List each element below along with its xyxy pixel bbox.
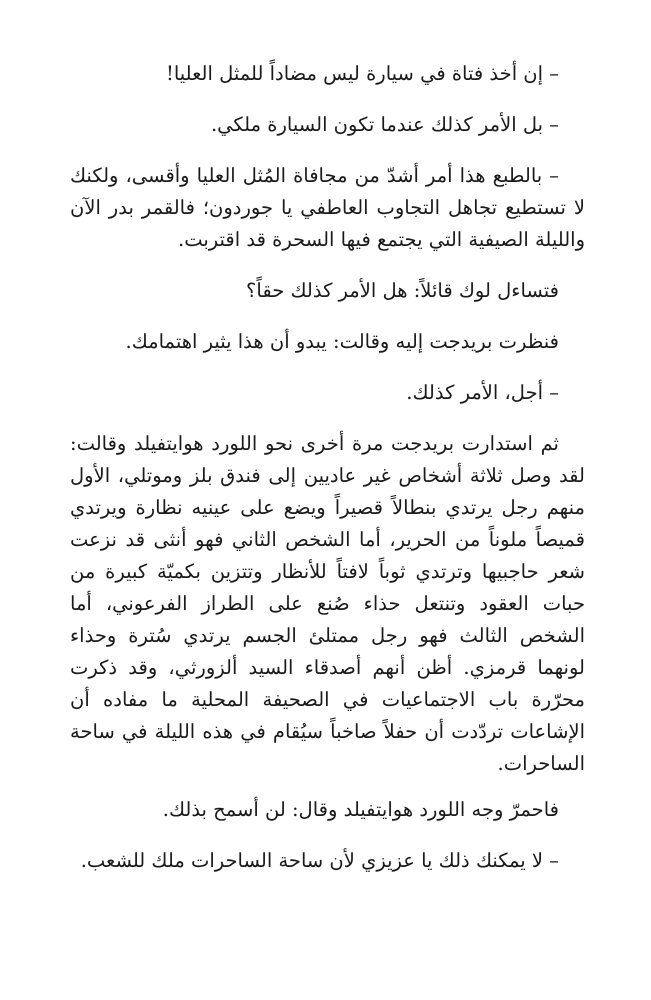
- narration-paragraph-7: ثم استدارت بريدجت مرة أخرى نحو اللورد هوايتفيلد وقالت: لقد وصل ثلاثة أشخاص غير عاديين إلى فندق بلز وموتلي، الأول منهم رجل يرتدي بنطالاً قصيراً ويضع على عينيه نظارة ويرتدي قميصاً ملوناً من الحرير، أما الشخص الثاني فهو أنثى قد نزعت شعر حاجبيها وترتدي ثوباً لافتاً للأنظار وتتزين بكميّة كبيرة من حبات العقود وتنتعل حذاء صُنع على الطراز الفرعوني، أما الشخص الثالث فهو رجل ممتلئ الجسم يرتدي سُترة وحذاء لونهما قرمزي. أظن أنهم أصدقاء السيد ألزورثي، وقد ذكرت محرّرة باب الاجتماعيات في الصحيفة المحلية ما مفاده أن الإشاعات تردّدت أن حفلاً صاخباً سيُقام في هذه الليلة في ساحة الساحرات.: [70, 432, 585, 775]
- narration-line-8: فاحمرّ وجه اللورد هوايتفيلد وقال: لن أسمح بذلك.: [162, 798, 559, 821]
- narration-line-4: فتساءل لوك قائلاً: هل الأمر كذلك حقاً؟: [246, 279, 559, 302]
- dialogue-line-3: – بالطبع هذا أمر أشدّ من مجافاة المُثل العليا وأقسى، ولكنك لا تستطيع تجاهل التجاوب العاطفي يا جوردون؛ فالقمر بدر الآن والليلة الصيفية التي يجتمع فيها السحرة قد اقتربت.: [70, 164, 585, 251]
- narration-line-5: فنظرت بريدجت إليه وقالت: يبدو أن هذا يثير اهتمامك.: [125, 330, 559, 353]
- dialogue-line-6: – أجل، الأمر كذلك.: [406, 381, 559, 404]
- dialogue-line-2: – بل الأمر كذلك عندما تكون السيارة ملكي.: [210, 113, 559, 136]
- dialogue-line-9: – لا يمكنك ذلك يا عزيزي لأن ساحة الساحرات ملك للشعب.: [80, 849, 559, 872]
- dialogue-line-1: – إن أخذ فتاة في سيارة ليس مضاداً للمثل العليا!: [165, 62, 559, 85]
